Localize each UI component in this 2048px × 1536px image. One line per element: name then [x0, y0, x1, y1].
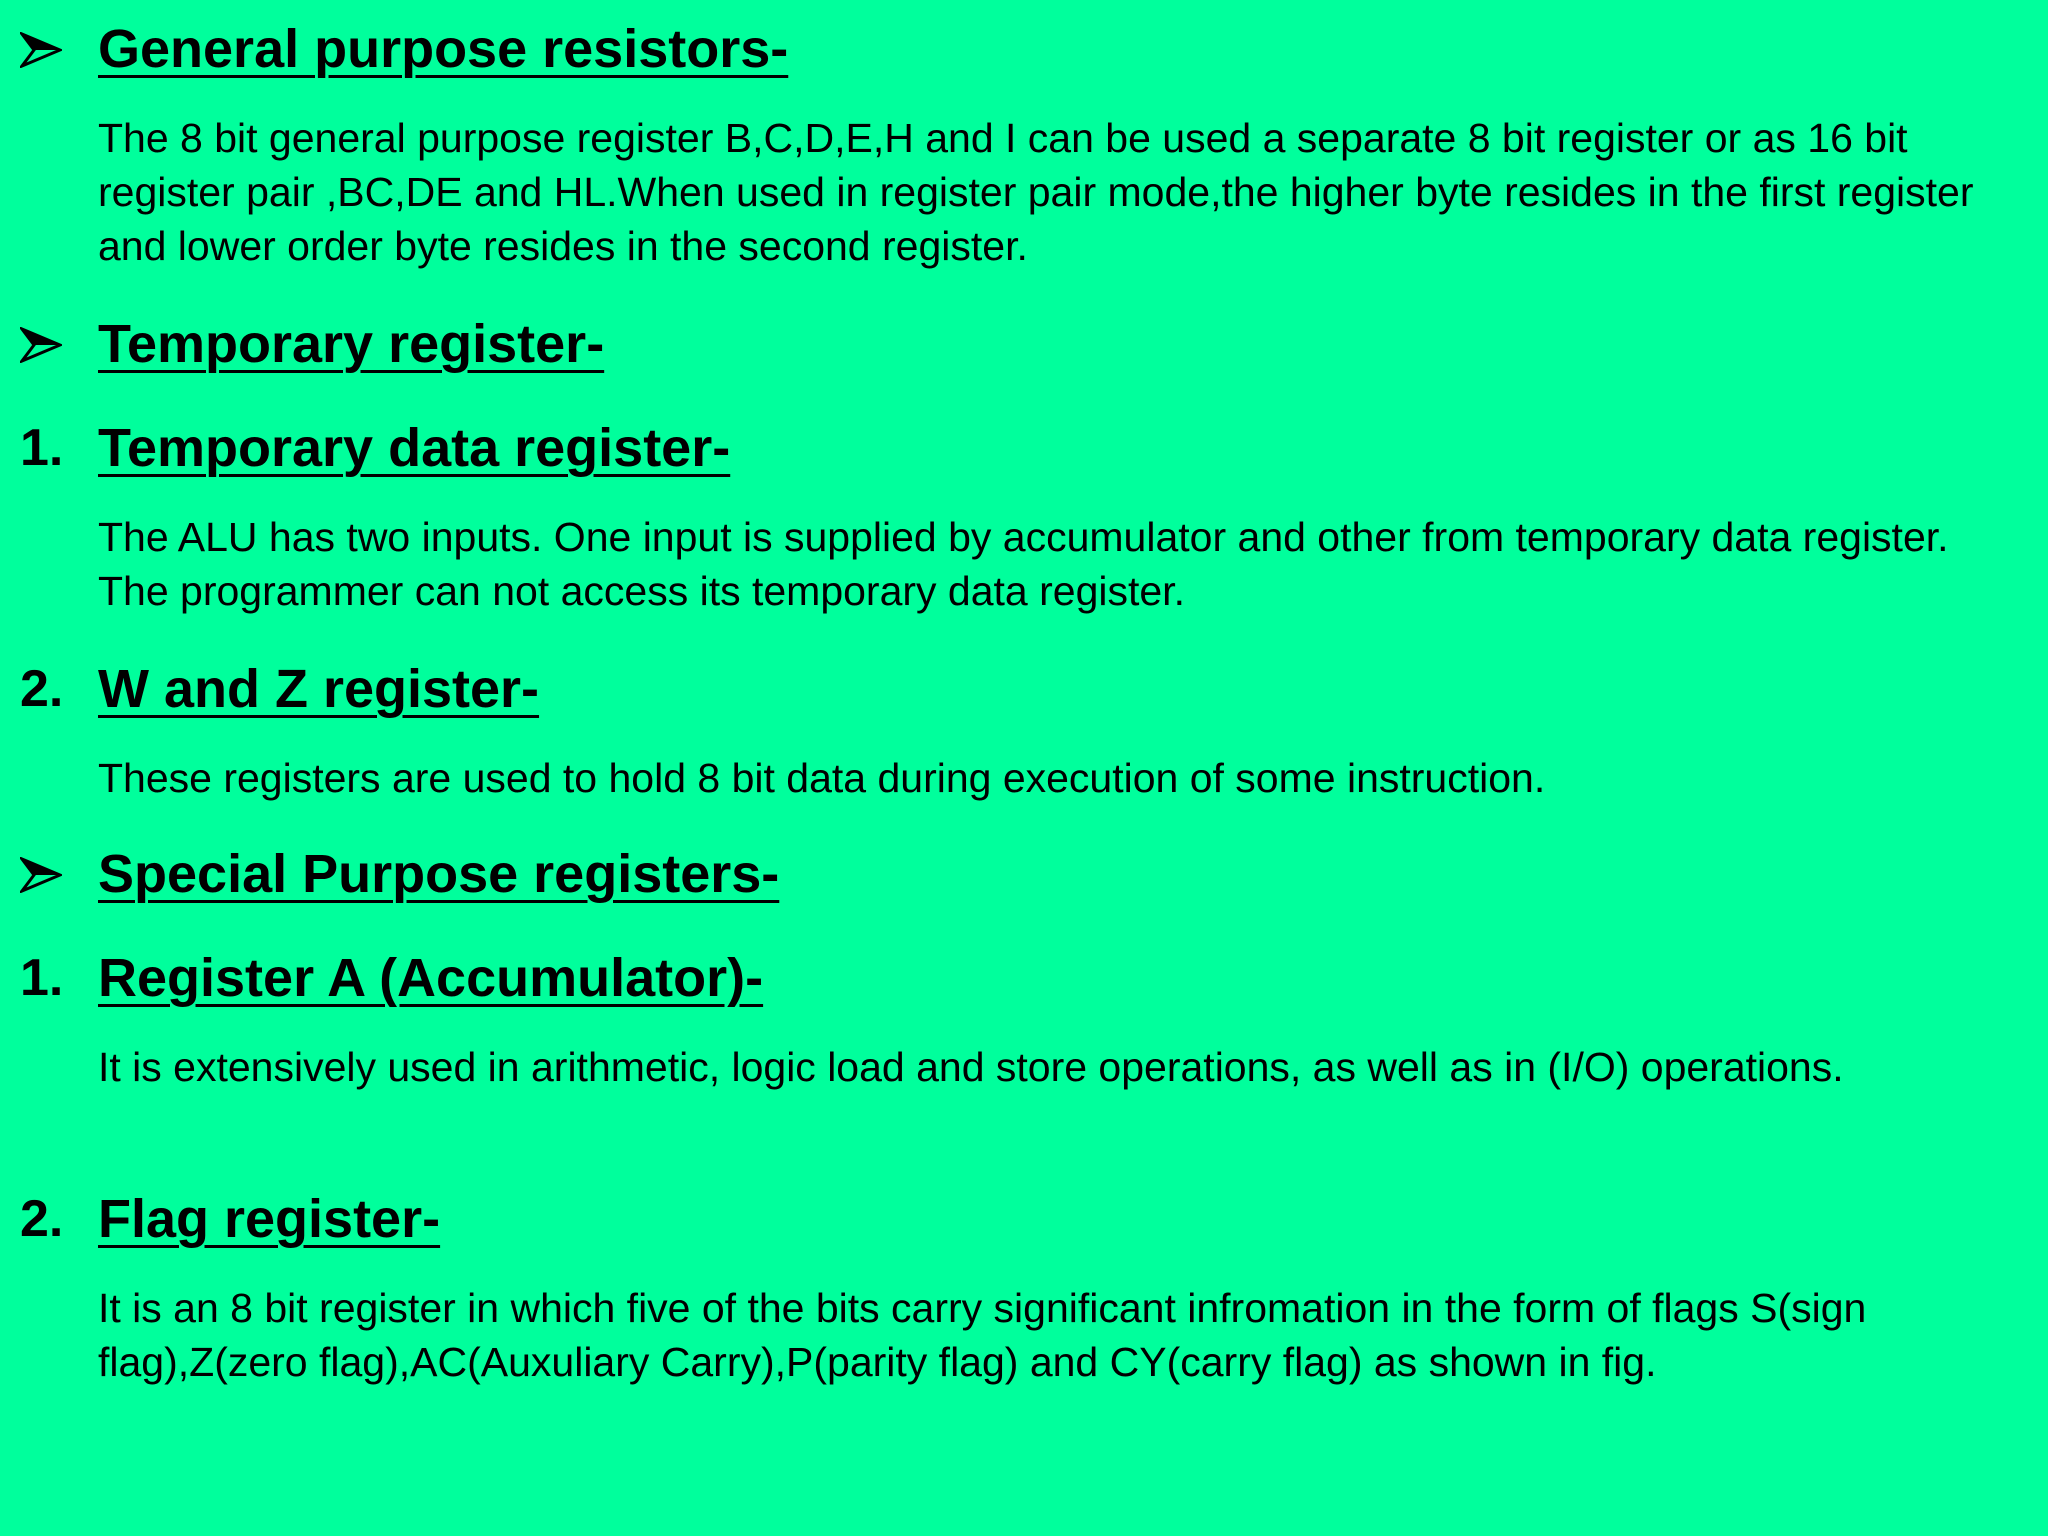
arrow-bullet-icon — [20, 309, 62, 363]
section-title: W and Z register- — [98, 659, 540, 719]
list-number: 2. — [20, 660, 64, 718]
section-body: It is extensively used in arithmetic, logic load and store operations, as well as in (I/O) operations. — [98, 1044, 1844, 1090]
section-title: Temporary register- — [98, 314, 605, 374]
list-number: 2. — [20, 1190, 64, 1248]
heading-register-a — [0, 943, 2048, 1013]
heading-temporary-register — [0, 309, 2048, 379]
section-title: Register A (Accumulator)- — [98, 948, 764, 1008]
list-number: 1. — [20, 949, 64, 1007]
arrow-bullet-icon — [20, 14, 62, 68]
heading-general-purpose — [0, 14, 2048, 84]
section-body: The ALU has two inputs. One input is supplied by accumulator and other from temporary data register. The programmer can not access its temporary data register. — [98, 514, 1949, 614]
section-title: Temporary data register- — [98, 418, 731, 478]
heading-flag-register — [0, 1184, 2048, 1254]
section-body: The 8 bit general purpose register B,C,D,E,H and I can be used a separate 8 bit register or as 16 bit register pair ,BC,DE and HL.When used in register pair mode,the higher byte resides in the first register and lower order byte resides in the second register. — [98, 115, 1974, 269]
section-title: General purpose resistors- — [98, 19, 789, 79]
section-body: These registers are used to hold 8 bit data during execution of some instruction. — [98, 755, 1546, 801]
section-title: Flag register- — [98, 1189, 441, 1249]
heading-special-purpose — [0, 839, 2048, 909]
arrow-bullet-icon — [20, 839, 62, 893]
list-number: 1. — [20, 419, 64, 477]
heading-w-z-register — [0, 654, 2048, 724]
section-title: Special Purpose registers- — [98, 844, 780, 904]
heading-temporary-data-register — [0, 413, 2048, 483]
section-body: It is an 8 bit register in which five of the bits carry significant infromation in the form of flags S(sign flag),Z(zero flag),AC(Auxuliary Carry),P(parity flag) and CY(carry flag) as shown in fig. — [98, 1285, 1867, 1385]
